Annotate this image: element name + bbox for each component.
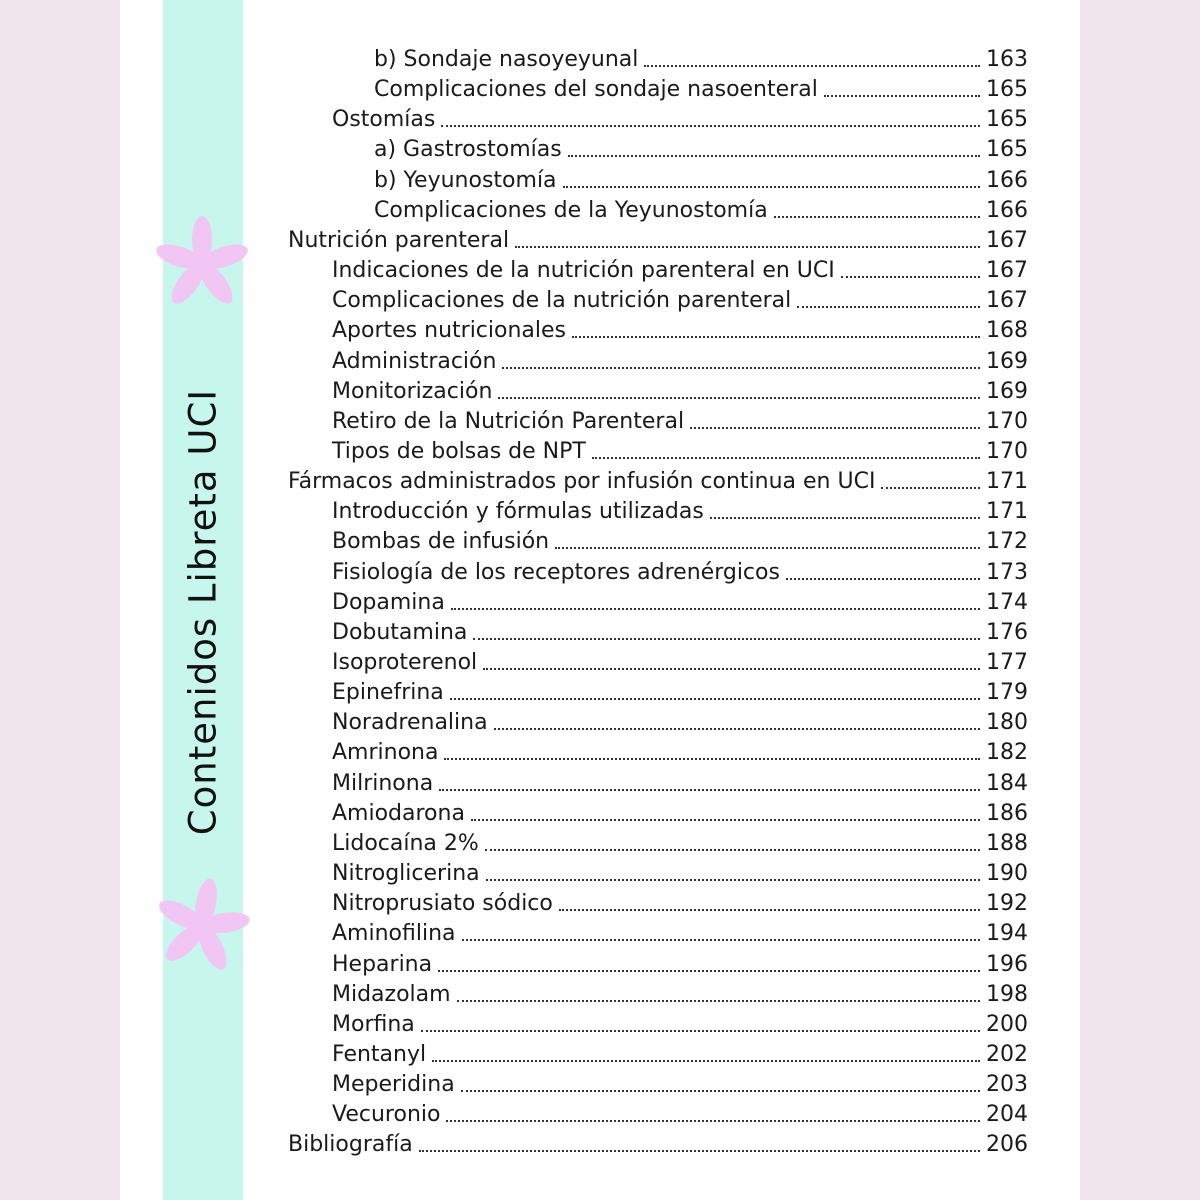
toc-entry-title: Lidocaína 2% (332, 830, 479, 856)
toc-entry-page-number: 168 (986, 318, 1028, 344)
toc-entry-page-number: 166 (986, 197, 1028, 223)
toc-entry (332, 347, 1028, 377)
toc-entry-title: Nitroprusiato sódico (332, 891, 553, 917)
toc-entry-title: Nutrición parenteral (288, 227, 510, 253)
toc-entry-page-number: 167 (986, 258, 1028, 284)
dot-leader (559, 909, 980, 911)
dot-leader (444, 758, 980, 760)
toc-entry-title: Complicaciones de la Yeyunostomía (374, 197, 768, 223)
toc-entry (332, 407, 1028, 437)
toc-entry-page-number: 202 (986, 1041, 1028, 1067)
toc-entry-title: Epinefrina (332, 680, 444, 706)
toc-entry-page-number: 196 (986, 951, 1028, 977)
toc-entry-page-number: 204 (986, 1102, 1028, 1128)
dot-leader (450, 698, 980, 700)
toc-entry-page-number: 169 (986, 378, 1028, 404)
dot-leader (644, 65, 980, 67)
toc-entry-page-number: 170 (986, 408, 1028, 434)
toc-entry-page-number: 166 (986, 167, 1028, 193)
toc-entry-title: Retiro de la Nutrición Parenteral (332, 408, 685, 434)
toc-entry-title: Administración (332, 348, 497, 374)
toc-entry (332, 799, 1028, 829)
toc-entry (332, 1100, 1028, 1130)
toc-entry (332, 708, 1028, 738)
toc-entry (332, 950, 1028, 980)
toc-entry-title: Introducción y fórmulas utilizadas (332, 499, 704, 525)
toc-entry-page-number: 190 (986, 861, 1028, 887)
toc-entry-title: Milrinona (332, 770, 434, 796)
toc-entry-title: a) Gastrostomías (374, 137, 562, 163)
dot-leader (824, 95, 980, 97)
toc-entry (332, 527, 1028, 557)
toc-entry-page-number: 180 (986, 710, 1028, 736)
toc-entry (288, 467, 1028, 497)
toc-entry (332, 1040, 1028, 1070)
toc-entry-title: Tipos de bolsas de NPT (332, 438, 586, 464)
dot-leader (572, 336, 980, 338)
dot-leader (485, 849, 980, 851)
dot-leader (592, 457, 980, 459)
dot-leader (515, 246, 980, 248)
dot-leader (690, 427, 980, 429)
toc-entry (332, 1070, 1028, 1100)
toc-entry-title: Complicaciones de la nutrición parenteral (332, 288, 792, 314)
dot-leader (786, 578, 980, 580)
dot-leader (421, 1030, 980, 1032)
toc-entry-title: Ostomías (332, 107, 436, 133)
toc-entry-page-number: 169 (986, 348, 1028, 374)
toc-entry-page-number: 184 (986, 770, 1028, 796)
toc-entry-title: Complicaciones del sondaje nasoenteral (374, 77, 818, 103)
dot-leader (462, 939, 980, 941)
toc-entry (332, 377, 1028, 407)
toc-entry-title: b) Sondaje nasoyeyunal (374, 47, 639, 72)
dot-leader (451, 608, 980, 610)
toc-entry-page-number: 170 (986, 438, 1028, 464)
dot-leader (441, 125, 980, 127)
toc-entry-page-number: 163 (986, 47, 1028, 72)
toc-entry (332, 829, 1028, 859)
toc-entry (332, 769, 1028, 799)
toc-entry-title: Fármacos administrados por infusión continua en UCI (288, 469, 876, 495)
toc-entry (332, 919, 1028, 949)
toc-entry (332, 558, 1028, 588)
toc-entry-page-number: 171 (986, 469, 1028, 495)
dot-leader (502, 367, 980, 369)
toc-entry-page-number: 165 (986, 77, 1028, 103)
toc-entry-title: Indicaciones de la nutrición parenteral en UCI (332, 258, 835, 284)
toc-entry-title: Bombas de infusión (332, 529, 550, 555)
toc-entry-title: Noradrenalina (332, 710, 488, 736)
toc-entry (332, 980, 1028, 1010)
toc-entry-title: Meperidina (332, 1072, 455, 1098)
dot-leader (471, 819, 980, 821)
toc-entry (332, 105, 1028, 135)
dot-leader (568, 155, 980, 157)
dot-leader (710, 517, 980, 519)
toc-entry-title: Monitorización (332, 378, 493, 404)
toc-entry-page-number: 188 (986, 830, 1028, 856)
toc-entry (332, 738, 1028, 768)
toc-entry (332, 256, 1028, 286)
toc-entry-page-number: 167 (986, 227, 1028, 253)
toc-entry (374, 196, 1028, 226)
toc-entry-title: Aminofilina (332, 921, 456, 947)
toc-entry (332, 437, 1028, 467)
dot-leader (473, 638, 980, 640)
toc-entry (332, 497, 1028, 527)
toc-entry (288, 226, 1028, 256)
toc-entry-page-number: 203 (986, 1072, 1028, 1098)
toc-entry-page-number: 198 (986, 981, 1028, 1007)
toc-entry-title: Midazolam (332, 981, 451, 1007)
toc-entry-page-number: 192 (986, 891, 1028, 917)
toc-entry (332, 859, 1028, 889)
toc-entry-title: Isoproterenol (332, 650, 478, 675)
toc-entry-page-number: 200 (986, 1011, 1028, 1037)
document-page (120, 0, 1080, 1200)
dot-leader (446, 1120, 980, 1122)
toc-entry (332, 678, 1028, 708)
toc-entry-page-number: 186 (986, 800, 1028, 826)
toc-entry (332, 1010, 1028, 1040)
dot-leader (432, 1060, 980, 1062)
dot-leader (438, 970, 980, 972)
toc-entry-page-number: 176 (986, 619, 1028, 645)
dot-leader (483, 668, 980, 670)
toc-entry (288, 1130, 1028, 1160)
toc-entry-page-number: 194 (986, 921, 1028, 947)
dot-leader (881, 487, 980, 489)
dot-leader (461, 1090, 980, 1092)
toc-entry (332, 588, 1028, 618)
toc-entry-page-number: 173 (986, 559, 1028, 585)
toc-entry-title: Nitroglicerina (332, 861, 480, 887)
toc-entry-title: Morfina (332, 1011, 415, 1037)
toc-entry-title: Amiodarona (332, 800, 465, 826)
toc-entry (374, 166, 1028, 196)
dot-leader (419, 1150, 980, 1152)
toc-entry-title: Fentanyl (332, 1041, 427, 1067)
dot-leader (457, 1000, 980, 1002)
toc-entry-title: Amrinona (332, 740, 439, 766)
toc-entry-page-number: 165 (986, 107, 1028, 133)
toc-entry-page-number: 167 (986, 288, 1028, 314)
toc-entry (332, 648, 1028, 678)
toc-entry-title: Dopamina (332, 589, 445, 615)
toc-entry-page-number: 174 (986, 589, 1028, 615)
toc-entry-page-number: 179 (986, 680, 1028, 706)
toc-entry-title: Vecuronio (332, 1102, 441, 1128)
dot-leader (555, 547, 980, 549)
toc-entry-title: b) Yeyunostomía (374, 167, 557, 193)
dot-leader (494, 728, 980, 730)
toc-entry-page-number: 165 (986, 137, 1028, 163)
toc-entry (374, 45, 1028, 75)
toc-entry-title: Heparina (332, 951, 433, 977)
dot-leader (841, 276, 980, 278)
toc-entry-title: Fisiología de los receptores adrenérgicos (332, 559, 780, 585)
dot-leader (563, 186, 980, 188)
toc-entry-title: Aportes nutricionales (332, 318, 567, 344)
toc-entry-title: Bibliografía (288, 1132, 413, 1158)
toc-entry-page-number: 177 (986, 650, 1028, 675)
dot-leader (498, 397, 980, 399)
toc-entry (374, 135, 1028, 165)
toc-entry (332, 286, 1028, 316)
toc-entry (374, 75, 1028, 105)
table-of-contents (120, 0, 1080, 1200)
dot-leader (797, 306, 980, 308)
toc-entry (332, 316, 1028, 346)
side-title: Contenidos Libreta UCI (181, 388, 225, 836)
toc-entry (332, 618, 1028, 648)
toc-entry-page-number: 182 (986, 740, 1028, 766)
toc-entry-title: Dobutamina (332, 619, 468, 645)
dot-leader (486, 879, 980, 881)
dot-leader (774, 216, 980, 218)
dot-leader (439, 789, 980, 791)
toc-entry-page-number: 172 (986, 529, 1028, 555)
toc-entry (332, 889, 1028, 919)
toc-entry-page-number: 206 (986, 1132, 1028, 1158)
toc-entry-page-number: 171 (986, 499, 1028, 525)
